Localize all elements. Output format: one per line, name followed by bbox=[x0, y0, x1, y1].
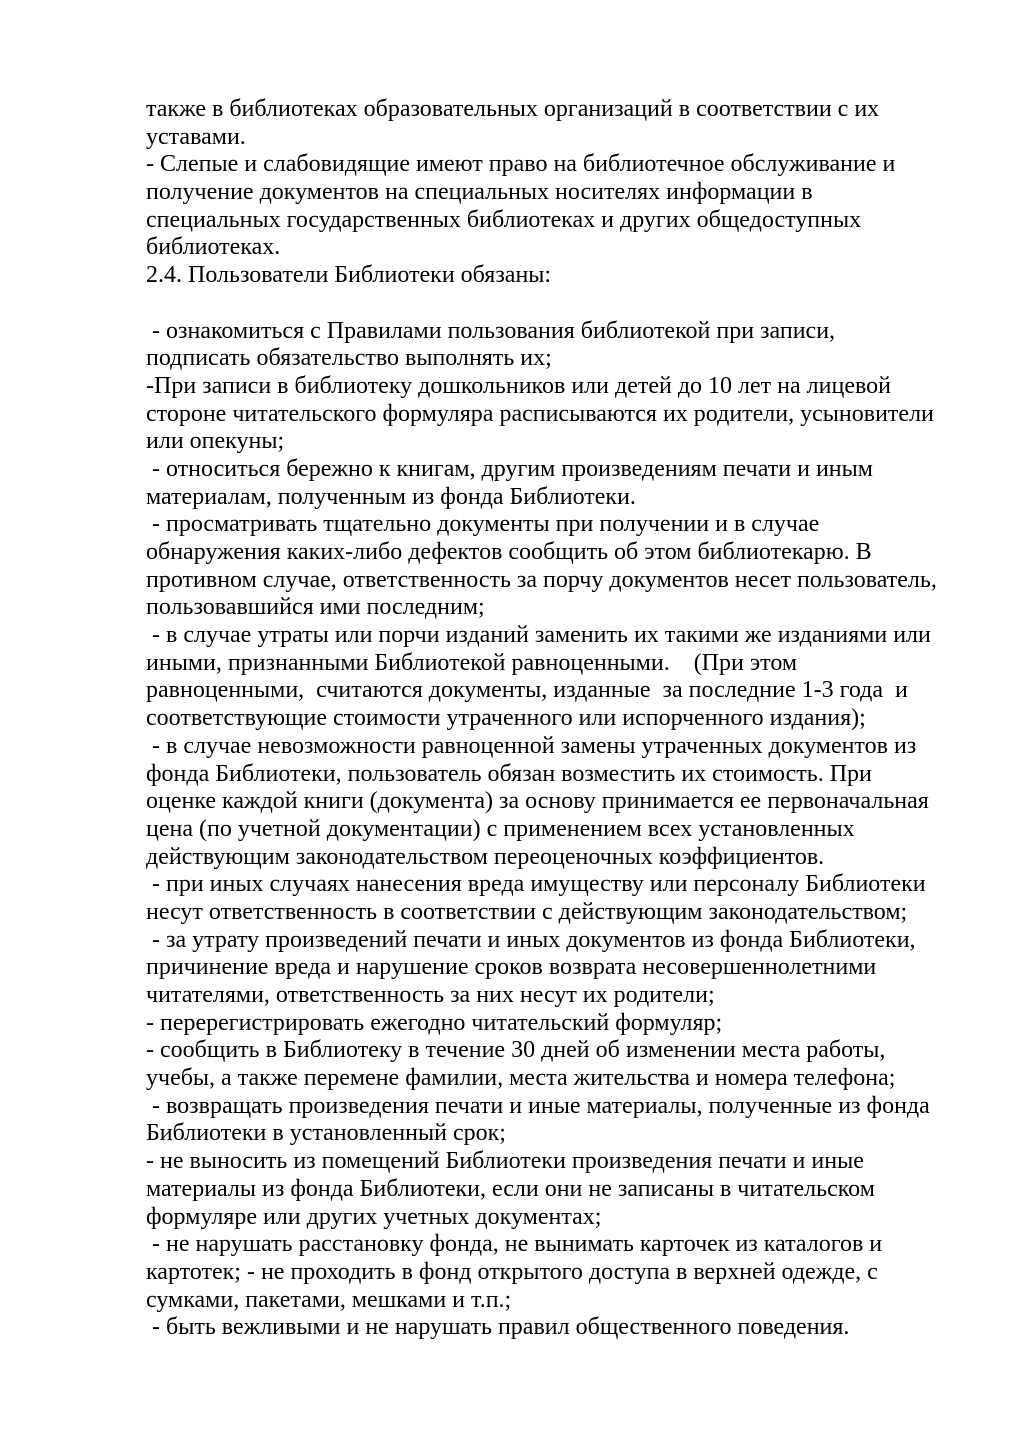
text-line: пользовавшийся ими последним; bbox=[146, 594, 485, 621]
text-line: - не выносить из помещений Библиотеки произведения печати и иные bbox=[146, 1148, 864, 1175]
text-line: несут ответственность в соответствии с действующим законодательством; bbox=[146, 898, 908, 925]
text-line: обнаружения каких-либо дефектов сообщить об этом библиотекарю. В bbox=[146, 539, 872, 565]
text-line: - просматривать тщательно документы при получении и в случае bbox=[146, 511, 820, 538]
text-line: - перерегистрировать ежегодно читательский формуляр; bbox=[146, 1009, 723, 1036]
text-line: также в библиотеках образовательных организаций в соответствии с их bbox=[146, 96, 880, 122]
text-line: учебы, а также перемене фамилии, места жительства и номера телефона; bbox=[146, 1065, 896, 1092]
text-line: - относиться бережно к книгам, другим произведениям печати и иным bbox=[146, 455, 873, 482]
text-line: действующим законодательством переоценочных коэффициентов. bbox=[146, 843, 825, 870]
text-line: - в случае невозможности равноценной замены утраченных документов из bbox=[146, 732, 917, 759]
text-line: стороне читательского формуляра расписываются их родители, усыновители bbox=[146, 400, 934, 427]
text-line: материалы из фонда Библиотеки, если они не записаны в читательском bbox=[146, 1175, 875, 1202]
text-line: - не нарушать расстановку фонда, не вынимать карточек из каталогов и bbox=[146, 1231, 883, 1258]
text-line: библиотеках. bbox=[146, 234, 281, 261]
text-line: формуляре или других учетных документах; bbox=[146, 1203, 602, 1230]
text-line: противном случае, ответственность за порчу документов несет пользователь, bbox=[146, 566, 937, 593]
text-line: цена (по учетной документации) с применением всех установленных bbox=[146, 815, 855, 842]
text-line: материалам, полученным из фонда Библиотеки. bbox=[146, 483, 636, 510]
text-line: оценке каждой книги (документа) за основу принимается ее первоначальная bbox=[146, 788, 929, 815]
text-line: - Слепые и слабовидящие имеют право на библиотечное обслуживание и bbox=[146, 151, 896, 178]
text-line: подписать обязательство выполнять их; bbox=[146, 345, 552, 372]
text-line: - за утрату произведений печати и иных документов из фонда Библиотеки, bbox=[146, 926, 916, 953]
text-line: причинение вреда и нарушение сроков возврата несовершеннолетними bbox=[146, 954, 877, 981]
text-line: - сообщить в Библиотеку в течение 30 дней об изменении места работы, bbox=[146, 1037, 886, 1064]
text-line: -При записи в библиотеку дошкольников или детей до 10 лет на лицевой bbox=[146, 372, 891, 399]
text-line: получение документов на специальных носителях информации в bbox=[146, 179, 813, 206]
blank-line bbox=[146, 290, 956, 318]
text-line: уставами. bbox=[146, 123, 246, 150]
text-line: Библиотеки в установленный срок; bbox=[146, 1120, 506, 1147]
text-line: - ознакомиться с Правилами пользования библиотекой при записи, bbox=[146, 317, 836, 344]
text-line: читателями, ответственность за них несут их родители; bbox=[146, 982, 715, 1008]
text-line: - возвращать произведения печати и иные материалы, полученные из фонда bbox=[146, 1092, 930, 1119]
text-line: - в случае утраты или порчи изданий заменить их такими же изданиями или bbox=[146, 622, 931, 649]
text-line: или опекуны; bbox=[146, 428, 285, 455]
text-line: иными, признанными Библиотекой равноценными. (При этом bbox=[146, 649, 798, 676]
section-heading: 2.4. Пользователи Библиотеки обязаны: bbox=[146, 262, 552, 289]
text-line: соответствующие стоимости утраченного или испорченного издания); bbox=[146, 705, 866, 732]
text-line: - быть вежливыми и не нарушать правил общественного поведения. bbox=[146, 1314, 850, 1341]
text-line: - при иных случаях нанесения вреда имуществу или персоналу Библиотеки bbox=[146, 871, 926, 898]
text-line: фонда Библиотеки, пользователь обязан возместить их стоимость. При bbox=[146, 760, 872, 787]
document-body bbox=[146, 96, 956, 1342]
text-line: сумками, пакетами, мешками и т.п.; bbox=[146, 1286, 512, 1313]
text-line: картотек; - не проходить в фонд открытого доступа в верхней одежде, с bbox=[146, 1258, 878, 1285]
text-line: специальных государственных библиотеках и других общедоступных bbox=[146, 206, 862, 233]
text-line: равноценными, считаются документы, изданные за последние 1-3 года и bbox=[146, 677, 908, 704]
